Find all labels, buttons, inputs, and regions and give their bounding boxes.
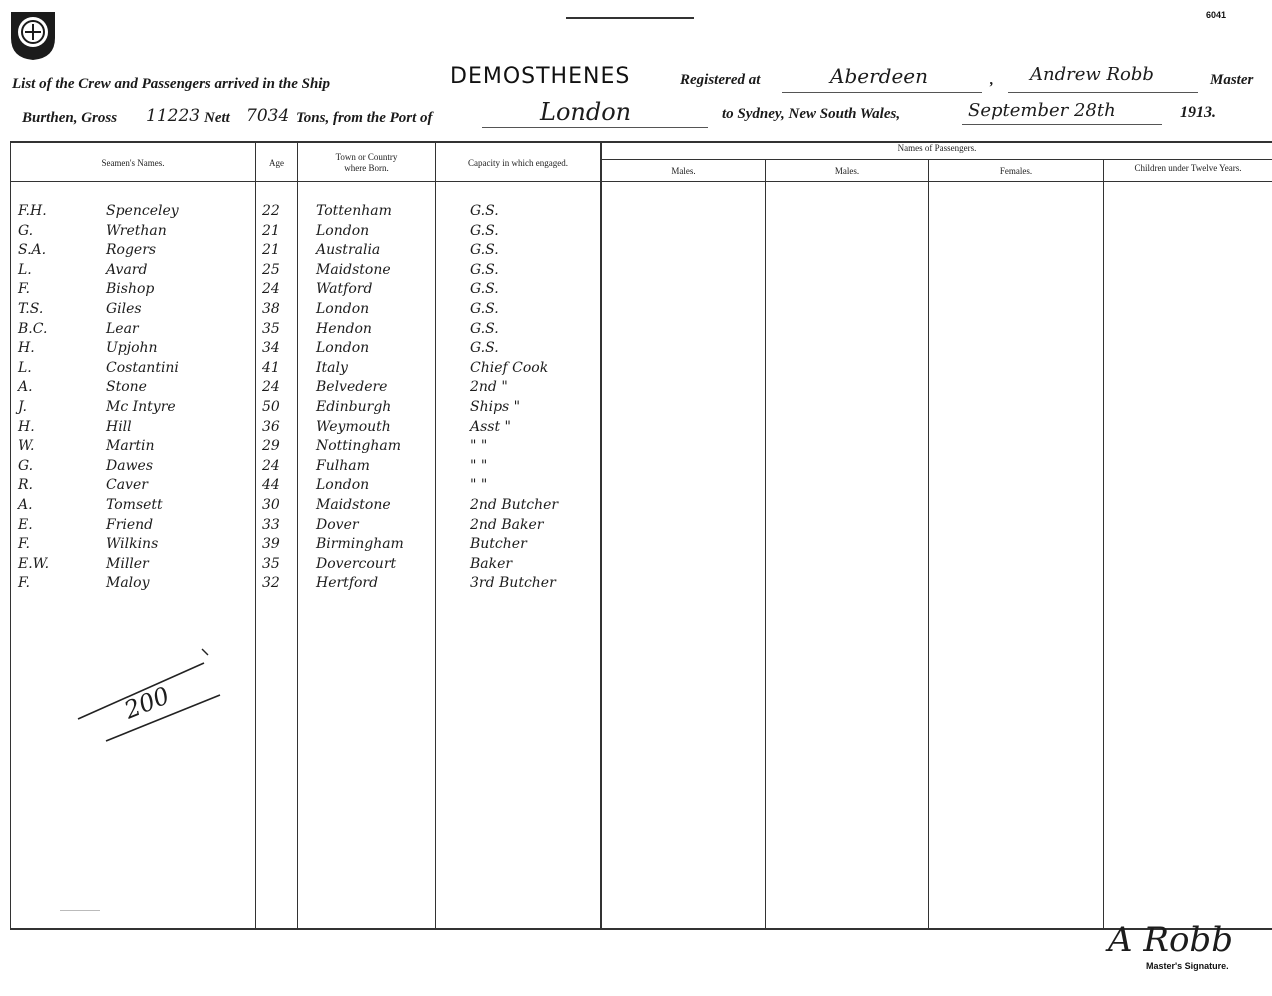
- crew-row: [0, 242, 600, 262]
- col-head-capacity: Capacity in which engaged.: [468, 158, 568, 168]
- comma: ,: [990, 72, 994, 88]
- col-divider-4: [600, 141, 602, 928]
- crew-birthplace: London: [316, 477, 370, 494]
- crew-row: [0, 379, 600, 399]
- header-bottom-rule: [10, 181, 1272, 182]
- burthen-label: Burthen, Gross: [22, 110, 118, 126]
- crew-age: 24: [262, 281, 280, 298]
- crew-age: 44: [262, 477, 280, 494]
- crew-birthplace: Maidstone: [316, 261, 391, 278]
- crew-capacity: G.S.: [470, 242, 499, 259]
- crew-surname: Hill: [106, 418, 132, 435]
- crew-row: [0, 419, 600, 439]
- crew-capacity: G.S.: [470, 281, 499, 298]
- crew-birthplace: London: [316, 222, 370, 239]
- nett-tons: 7034: [246, 106, 290, 126]
- arrival-year: 1913.: [1180, 104, 1216, 121]
- crew-initial: A.: [18, 497, 33, 513]
- crew-surname: Rogers: [106, 242, 157, 259]
- crew-age: 22: [262, 203, 280, 219]
- col-divider-7: [1103, 160, 1104, 928]
- crew-surname: Caver: [106, 477, 148, 494]
- pencil-mark: [60, 910, 100, 911]
- crew-row: [0, 203, 600, 223]
- tons-port-label: Tons, from the Port of: [296, 110, 433, 126]
- crew-surname: Avard: [106, 261, 148, 278]
- crew-row: [0, 399, 600, 419]
- crew-capacity: Baker: [470, 555, 513, 572]
- crew-initial: W.: [18, 438, 35, 455]
- crew-initial: B.C.: [18, 320, 48, 337]
- crew-age: 21: [262, 222, 280, 239]
- crew-birthplace: Birmingham: [316, 536, 404, 553]
- crew-age: 50: [262, 399, 280, 415]
- crew-age: 29: [262, 438, 280, 455]
- crew-initial: L.: [18, 261, 32, 278]
- crew-initial: F.: [18, 281, 30, 298]
- crew-capacity: G.S.: [470, 222, 499, 239]
- crew-age: 21: [262, 242, 280, 259]
- crew-capacity: Butcher: [470, 536, 527, 553]
- crew-capacity: G.S.: [470, 203, 499, 219]
- crew-initial: A.: [18, 379, 33, 396]
- crew-birthplace: Dovercourt: [316, 555, 397, 572]
- crew-age: 36: [262, 418, 280, 435]
- master-name: Andrew Robb: [1030, 64, 1154, 85]
- crew-age: 24: [262, 457, 280, 474]
- crew-initial: J.: [18, 399, 27, 415]
- crew-age: 30: [262, 497, 280, 513]
- crew-birthplace: Australia: [316, 242, 381, 259]
- crew-age: 33: [262, 516, 280, 533]
- crew-surname: Upjohn: [106, 340, 158, 357]
- crew-row: [0, 458, 600, 478]
- crew-initial: F.H.: [18, 203, 47, 219]
- crew-surname: Tomsett: [106, 497, 163, 513]
- crew-initial: T.S.: [18, 301, 44, 317]
- top-center-rule: [566, 17, 694, 19]
- office-seal: [5, 8, 57, 60]
- registered-port: Aberdeen: [830, 64, 928, 88]
- crew-birthplace: Edinburgh: [316, 399, 392, 415]
- col-head-males-2: Males.: [834, 166, 860, 176]
- crew-capacity: G.S.: [470, 320, 499, 337]
- crew-capacity: G.S.: [470, 261, 499, 278]
- col-head-age: Age: [269, 158, 284, 168]
- crew-birthplace: Belvedere: [316, 379, 388, 396]
- master-signature: A Robb: [1108, 920, 1233, 960]
- col-divider-5: [765, 160, 766, 928]
- master-underline: [1008, 92, 1198, 93]
- crew-initial: H.: [18, 418, 35, 435]
- tally-value: 200: [120, 681, 174, 725]
- col-head-males-1: Males.: [671, 166, 696, 176]
- crew-age: 25: [262, 261, 280, 278]
- crew-row: [0, 497, 600, 517]
- table-bottom-rule: [10, 928, 1272, 930]
- crew-initial: R.: [18, 477, 33, 494]
- crew-surname: Maloy: [106, 575, 150, 592]
- gross-tons: 11223: [146, 106, 201, 126]
- crew-birthplace: London: [316, 340, 370, 357]
- crew-age: 35: [262, 555, 280, 572]
- crew-birthplace: London: [316, 301, 370, 317]
- crew-row: [0, 517, 600, 537]
- crew-surname: Dawes: [106, 457, 154, 474]
- crew-birthplace: Dover: [316, 516, 359, 533]
- crew-row: [0, 360, 600, 380]
- col-head-females: Females.: [999, 166, 1033, 176]
- crew-row: [0, 477, 600, 497]
- crew-birthplace: Tottenham: [316, 203, 392, 219]
- crew-initial: G.: [18, 457, 34, 474]
- crew-birthplace: Hendon: [316, 320, 372, 337]
- crew-surname: Bishop: [106, 281, 155, 298]
- col-head-town-line2: where Born.: [344, 163, 389, 173]
- crew-initial: E.: [18, 516, 33, 533]
- crew-surname: Costantini: [106, 359, 179, 376]
- crew-birthplace: Weymouth: [316, 418, 391, 435]
- crew-capacity: 2nd Baker: [470, 516, 544, 533]
- passenger-subhead-rule: [602, 159, 1272, 160]
- nett-label: Nett: [204, 110, 230, 126]
- crew-initial: H.: [18, 340, 35, 357]
- master-label: Master: [1210, 72, 1254, 88]
- col-head-children: Children under Twelve Years.: [1134, 163, 1242, 173]
- registered-underline: [782, 92, 982, 93]
- crew-capacity: " ": [470, 457, 488, 474]
- crew-capacity: 2nd ": [470, 379, 508, 396]
- crew-birthplace: Nottingham: [316, 438, 402, 455]
- crew-surname: Mc Intyre: [106, 399, 176, 415]
- crew-row: [0, 321, 600, 341]
- crew-initial: E.W.: [18, 555, 50, 572]
- crew-age: 41: [262, 359, 280, 376]
- crew-capacity: Ships ": [470, 399, 521, 415]
- crew-birthplace: Hertford: [316, 575, 379, 592]
- form-number: 6041: [1205, 10, 1226, 20]
- crew-capacity: Chief Cook: [470, 359, 549, 376]
- crew-age: 35: [262, 320, 280, 337]
- arrival-date: September 28th: [968, 100, 1116, 121]
- crew-capacity: G.S.: [470, 301, 499, 317]
- crew-capacity: 3rd Butcher: [470, 575, 556, 592]
- crew-row: [0, 575, 600, 595]
- crew-age: 32: [262, 575, 280, 592]
- crew-row: [0, 223, 600, 243]
- crew-surname: Friend: [106, 516, 154, 533]
- crew-initial: F.: [18, 575, 30, 592]
- crew-row: [0, 301, 600, 321]
- crew-surname: Stone: [106, 379, 147, 396]
- crew-row: [0, 340, 600, 360]
- signature-label: Master's Signature.: [1146, 961, 1229, 971]
- crew-age: 34: [262, 340, 280, 357]
- col-head-seamen: Seamen's Names.: [101, 158, 165, 168]
- crew-surname: Giles: [106, 301, 142, 317]
- crew-initial: S.A.: [18, 242, 47, 259]
- col-divider-6: [928, 160, 929, 928]
- crew-birthplace: Watford: [316, 281, 373, 298]
- crew-capacity: 2nd Butcher: [470, 497, 559, 513]
- col-head-town-line1: Town or Country: [335, 152, 398, 162]
- crew-birthplace: Fulham: [316, 457, 370, 474]
- crew-birthplace: Maidstone: [316, 497, 391, 513]
- crew-row: [0, 262, 600, 282]
- crew-surname: Lear: [106, 320, 139, 337]
- crew-capacity: " ": [470, 477, 488, 494]
- date-underline: [962, 124, 1162, 125]
- crew-age: 38: [262, 301, 280, 317]
- crew-surname: Miller: [106, 555, 149, 572]
- crew-initial: F.: [18, 536, 30, 553]
- crew-surname: Spenceley: [106, 203, 179, 219]
- to-sydney-label: to Sydney, New South Wales,: [722, 106, 901, 122]
- crew-initial: L.: [18, 359, 32, 376]
- list-heading: List of the Crew and Passengers arrived in the Ship: [12, 76, 330, 92]
- crew-row: [0, 438, 600, 458]
- crew-surname: Wilkins: [106, 536, 159, 553]
- crew-birthplace: Italy: [316, 359, 348, 376]
- crew-capacity: G.S.: [470, 340, 499, 357]
- col-head-passengers: Names of Passengers.: [897, 143, 977, 153]
- ship-name: DEMOSTHENES: [450, 64, 631, 89]
- crew-age: 24: [262, 379, 280, 396]
- col-head-town: [298, 152, 435, 174]
- tally-mark: [76, 645, 226, 745]
- crew-capacity: Asst ": [470, 418, 511, 435]
- port-from: London: [540, 98, 632, 126]
- crew-surname: Martin: [106, 438, 155, 455]
- crew-age: 39: [262, 536, 280, 553]
- crew-surname: Wrethan: [106, 222, 167, 239]
- crew-row: [0, 536, 600, 556]
- crew-capacity: " ": [470, 438, 488, 455]
- port-underline: [482, 127, 708, 128]
- crew-row: [0, 281, 600, 301]
- crew-initial: G.: [18, 222, 34, 239]
- registered-label: Registered at: [680, 72, 761, 88]
- crew-row: [0, 556, 600, 576]
